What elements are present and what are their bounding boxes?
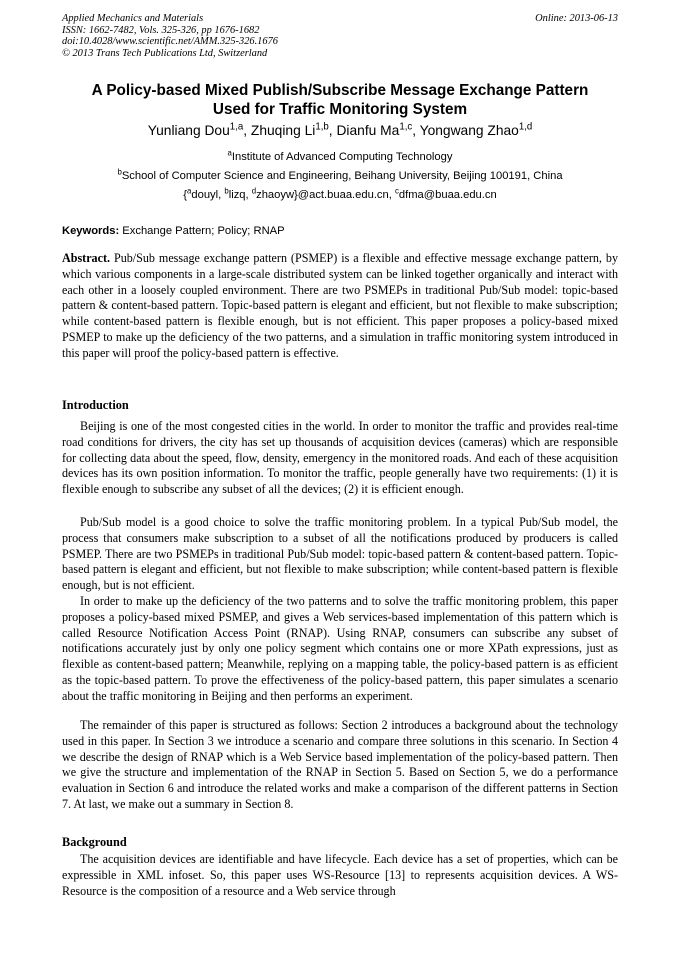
section-heading-introduction: Introduction (62, 398, 129, 412)
author-affiliation-mark: 1,c (399, 121, 413, 133)
paragraph: The remainder of this paper is structured as follows: Section 2 introduces a background about the technology used in this paper. In Section 3 we introduce a scenario and compare three solutions in this scenario. In Section 4 we describe the design of RNAP which is a Web Service based implementation of the policy-based pattern. Then we give the structure and implementation of the RNAP in Section 5. Based on Section 5, we do a performance evaluation in Section 6 and introduce the related works and make a comparison of the different patterns in Section 7. At last, we make out a summary in Section 8. (62, 718, 618, 811)
title-line-1: A Policy-based Mixed Publish/Subscribe Message Exchange Pattern (91, 82, 589, 99)
email-text: zhaoyw}@act.buaa.edu.cn, (256, 189, 395, 201)
author-name: Dianfu Ma (336, 123, 400, 138)
section-heading-background: Background (62, 835, 127, 849)
email-text: dfma@buaa.edu.cn (398, 189, 497, 201)
author-affiliation-mark: 1,a (229, 121, 244, 133)
author-affiliation-mark: 1,d (518, 121, 533, 133)
paragraph: Beijing is one of the most congested cities in the world. In order to monitor the traffic and provides real-time road conditions for drivers, the city has set up thousands of acquisition devices (cameras) which are responsible for collecting data about the speed, flow, density, emergency in the monitored roads. And each of these acquisition devices has its own position information. To monitor the traffic, people generally have two requirements: (1) it is flexible enough to subscribe any subset of all the devices; (2) it is efficient enough. (62, 419, 618, 497)
abstract-label: Abstract. (62, 251, 111, 265)
title-line-2: Used for Traffic Monitoring System (212, 100, 468, 118)
keywords (62, 224, 618, 238)
affiliation-text: Institute of Advanced Computing Technology (231, 151, 453, 163)
email-mark: d (251, 186, 257, 196)
online-date: Online: 2013-06-13 (535, 13, 618, 24)
paragraph: The acquisition devices are identifiable and have lifecycle. Each device has a set of properties, which can be expressible in XML infoset. So, this paper uses WS-Resource [13] to represents acquisition devices. A WS-Resource is the composition of a resource and a Web service through (62, 852, 618, 898)
issn-line: ISSN: 1662-7482, Vols. 325-326, pp 1676-1682 (62, 24, 260, 36)
email-mark: a (187, 186, 192, 196)
affiliation-a (62, 150, 618, 164)
affiliation-mark: b (117, 167, 122, 177)
abstract (62, 251, 618, 362)
email-brace: { (183, 189, 188, 201)
copyright-line: © 2013 Trans Tech Publications Ltd, Switzerland (62, 47, 268, 59)
email-line (62, 188, 618, 202)
paragraph: In order to make up the deficiency of the two patterns and to solve the traffic monitoring problem, this paper proposes a policy-based mixed PSMEP, and gives a Web services-based implementation of this pattern which is called Resource Notification Access Point (RNAP). Using RNAP, consumers can subscribe any subset of notifications accurately just by only one policy segment which contains one or more XPath expressions, just as flexible as content-based pattern; Meanwhile, replying on a mapping table, the policy-based pattern is as efficient as the topic-based pattern. To prove the effectiveness of the policy-based pattern, this paper simulates a scenario about the traffic monitoring in Beijing and then performs an experiment. (62, 594, 618, 703)
email-text: lizq, (228, 189, 252, 201)
keywords-text: Exchange Pattern; Policy; RNAP (119, 225, 285, 237)
author-name: Yunliang Dou (147, 123, 230, 138)
author-list (62, 122, 618, 139)
affiliation-b (62, 169, 618, 183)
paragraph: Pub/Sub model is a good choice to solve the traffic monitoring problem. In a typical Pub/Sub model, the process that consumers make subscription to a subset of all the notifications produced by producers is called PSMEP. There are two PSMEPs in traditional Pub/Sub model: topic-based pattern & content-based pattern. Topic-based pattern is elegant and efficient, but not flexible to make subscription; while content-based pattern is flexible enough, but is not efficient. (62, 515, 618, 593)
abstract-text: Pub/Sub message exchange pattern (PSMEP) is a flexible and effective message exchange pattern, by which various components in a large-scale distributed system can be linked together organically and interact with each other in a loosely coupled environment. There are two PSMEPs in traditional Pub/Sub model: topic-based pattern & content-based pattern. Topic-based pattern is elegant and efficient, but not flexible to make subscription; while content-based pattern is flexible enough, but is not efficient. This paper proposes a policy-based mixed PSMEP to make up the deficiency of the two patterns, and a simulation in traffic monitoring system introduced in this paper will proof the policy-based pattern is effective. (62, 251, 618, 360)
paper-title (62, 82, 618, 119)
author-separator: , (243, 123, 251, 138)
keywords-label: Keywords: (62, 225, 120, 237)
email-text: douyl, (191, 189, 225, 201)
author-name: Yongwang Zhao (419, 123, 519, 138)
affiliation-text: School of Computer Science and Engineering, Beihang University, Beijing 100191, China (121, 170, 563, 182)
email-mark: c (394, 186, 399, 196)
affiliation-mark: a (227, 148, 232, 158)
email-mark: b (224, 186, 229, 196)
journal-name: Applied Mechanics and Materials (62, 13, 204, 24)
author-separator: , (328, 123, 337, 138)
author-name: Zhuqing Li (250, 123, 316, 138)
running-header (62, 13, 618, 59)
doi-line: doi:10.4028/www.scientific.net/AMM.325-326.1676 (62, 36, 278, 48)
author-affiliation-mark: 1,b (315, 121, 329, 133)
author-separator: , (412, 123, 420, 138)
